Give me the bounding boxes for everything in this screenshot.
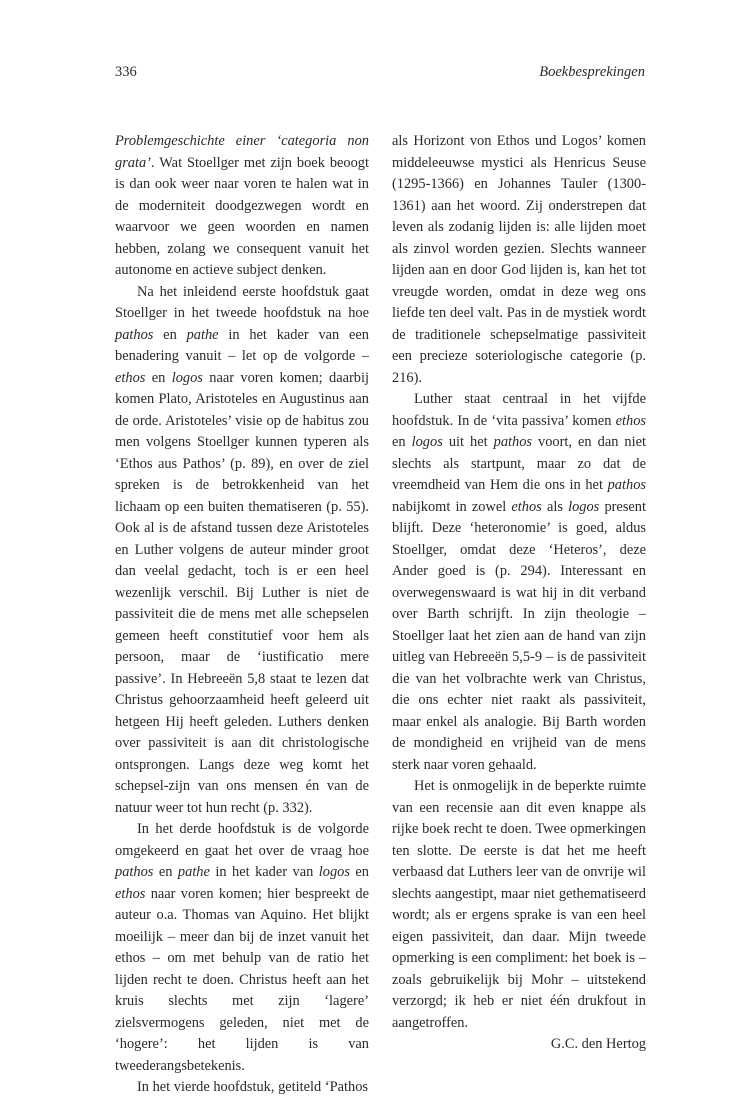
paragraph: In het derde hoofdstuk is de volgorde omgekeerd en gaat het over de vraag hoe pathos en pathe in het kader van logos en ethos naar voren komen; hier bespreekt de auteur o.a. Thomas van Aquino. Het blijkt moeilijk – meer dan bij de inzet vanuit het ethos – om met behulp van de ratio het lijden recht te doen. Christus heeft aan het kruis slechts met zijn ‘lagere’ zielsvermogens geleden, niet met de ‘hogere’: het lijden is van tweederangsbetekenis. — [115, 821, 370, 1074]
paragraph: Luther staat centraal in het vijfde hoofdstuk. In de ‘vita passiva’ komen ethos en logos uit het pathos voort, en dan niet slechts als startpunt, maar zo dat de vreemdheid van Hem die ons in het pathos nabijkomt in zowel ethos als logos present blijft. Deze ‘heteronomie’ is goed, aldus Stoellger, omdat deze ‘Heteros’, deze Ander goed is (p. 294). Interessant en overwegenswaard is wat hij in dit verband over Barth schrijft. In zijn theologie – Stoellger laat het zien aan de hand van zijn uitleg van Hebreeën 5,5-9 – is de passiviteit die van het volbrachte werk van Christus, die ons echter niet raakt als passiviteit, maar enkel als analogie. Bij Barth worden de mondigheid en vrijheid van de mens sterk naar voren gehaald. — [392, 391, 646, 773]
paragraph: In het vierde hoofdstuk, getiteld ‘Pathos — [137, 1079, 369, 1095]
left-column — [115, 131, 369, 1099]
paragraph: Problemgeschichte einer ‘categoria non grata’. Wat Stoellger met zijn boek beoogt is dan ook weer naar voren te halen wat in de moderniteit doodgezwegen wordt en waarvoor we geen woorden en namen hebben, zolang we consequent vanuit het autonome en actieve subject denken. — [115, 133, 369, 278]
paragraph: Na het inleidend eerste hoofdstuk gaat Stoellger in het tweede hoofdstuk na hoe pathos en pathe in het kader van een benadering vanuit – let op de volgorde – ethos en logos naar voren komen; daarbij komen Plato, Aristoteles en Augustinus aan de orde. Aristoteles’ visie op de habitus zou men volgens Stoellger kunnen typeren als ‘Ethos aus Pathos’ (p. 89), en over de ziel spreken is de betrokkenheid van het lichaam op een buiten thematiseren (p. 55). Ook al is de afstand tussen deze Aristoteles en Luther volgens de auteur minder groot dan veelal gedacht, toch is er een heel wezenlijk verschil. Bij Luther is niet de passiviteit die de mens met alle schepselen gemeen heeft constitutief voor hem als persoon, maar de ‘iustificatio mere passive’. In Hebreeën 5,8 staat te lezen dat Christus gehoorzaamheid heeft geleerd uit hetgeen Hij heeft geleden. Luthers denken over passiviteit is aan dit christologische ontsprongen. Langs deze weg komt het schepsel-zijn van ons mensen én van de natuur weer tot hun recht (p. 332). — [115, 283, 369, 816]
paragraph: als Horizont von Ethos und Logos’ komen middeleeuwse mystici als Henricus Seuse (1295-1366) en Johannes Tauler (1300-1361) aan het woord. Zij onderstrepen dat leven als zodanig lijden is: alle lijden moet als zinvol worden gezien. Slechts wanneer lijden aan en door God lijden is, kan het tot vreugde worden, omdat in deze weg ons liefde ten deel valt. Pas in de mystiek wordt de traditionele schepselmatige passiviteit een precieze soteriologische categorie (p. 216). — [392, 133, 646, 386]
page-number: 336 — [115, 64, 137, 80]
right-column — [392, 131, 646, 1056]
author-signature: G.C. den Hertog — [550, 1036, 646, 1052]
page-header — [115, 64, 645, 86]
running-title: Boekbesprekingen — [539, 64, 645, 80]
paragraph: Het is onmogelijk in de beperkte ruimte van een recensie aan dit even knappe als rijke boek recht te doen. Twee opmerkingen ten slotte. De eerste is dat het me heeft verbaasd dat Luthers leer van de onvrije wil slechts aangestipt, maar niet gethematiseerd wordt; als er ergens sprake is van een heel eigen passiviteit, dan daar. Mijn tweede opmerking is een compliment: het boek is – zoals gebruikelijk bij Mohr – uitstekend verzorgd; ik heb er niet één drukfout in aangetroffen. — [392, 778, 646, 1031]
